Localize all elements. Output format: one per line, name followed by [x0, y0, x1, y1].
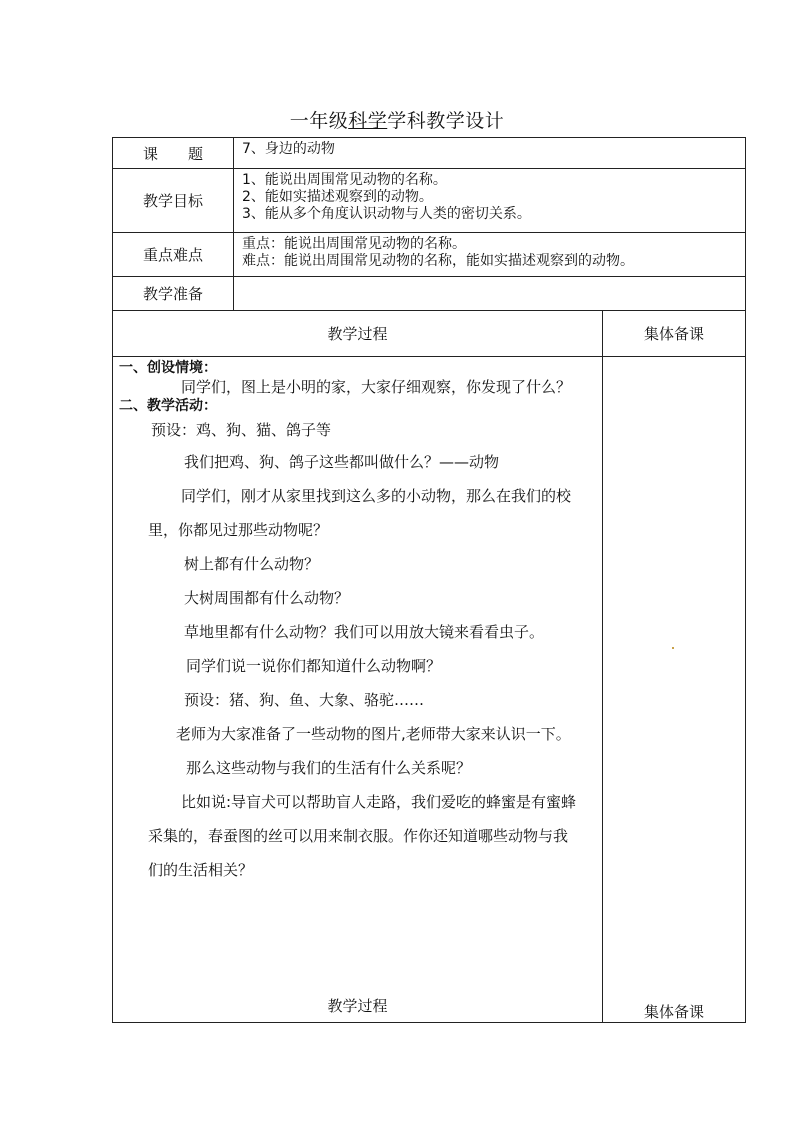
- stray-mark: [672, 647, 674, 649]
- title-subject: 科学: [348, 110, 388, 132]
- group-prep-header: 集体备课: [603, 311, 746, 357]
- goal-item: 2、能如实描述观察到的动物。: [242, 189, 433, 205]
- document-title: [0, 106, 794, 133]
- paragraph: 采集的，春蚕图的丝可以用来制衣服。作你还知道哪些动物与我: [148, 827, 569, 845]
- title-grade: 一年级: [289, 110, 349, 132]
- prep-row: [113, 277, 746, 311]
- topic-row: [113, 138, 746, 169]
- group-prep-footer: 集体备课: [644, 1003, 705, 1021]
- paragraph: 树上都有什么动物？: [184, 555, 320, 573]
- goal-item: 3、能从多个角度认识动物与人类的密切关系。: [242, 206, 531, 222]
- title-suffix: 学科教学设计: [387, 110, 505, 132]
- paragraph: 里，你都见过那些动物呢？: [148, 521, 329, 539]
- paragraph: 同学们说一说你们都知道什么动物啊？: [186, 657, 442, 675]
- process-content: [113, 357, 603, 1023]
- paragraph: 草地里都有什么动物？我们可以用放大镜来看看虫子。: [184, 623, 545, 641]
- process-footer: 教学过程: [327, 997, 388, 1015]
- process-body-row: [113, 357, 746, 1023]
- paragraph: 比如说:导盲犬可以帮助盲人走路，我们爱吃的蜂蜜是有蜜蜂: [181, 793, 577, 811]
- goals-label: 教学目标: [113, 169, 234, 233]
- key-points-label: 重点难点: [113, 233, 234, 277]
- process-header: 教学过程: [113, 311, 603, 357]
- goals-row: [113, 169, 746, 233]
- topic-label: 课 题: [113, 138, 234, 169]
- paragraph: 同学们，图上是小明的家，大家仔细观察，你发现了什么？: [181, 378, 572, 396]
- key-point-item: 难点：能说出周围常见动物的名称，能如实描述观察到的动物。: [242, 253, 634, 269]
- paragraph: 同学们，刚才从家里找到这么多的小动物，那么在我们的校: [181, 487, 572, 505]
- goals-list: [234, 169, 746, 233]
- lesson-plan-table: [112, 137, 746, 1023]
- section-heading: 一、创设情境：: [119, 360, 217, 376]
- paragraph: 预设：鸡、狗、猫、鸽子等: [151, 421, 332, 439]
- prep-label: 教学准备: [113, 277, 234, 311]
- key-point-item: 重点：能说出周围常见动物的名称。: [242, 236, 466, 252]
- group-prep-content: [603, 357, 746, 1023]
- section-heading: 二、教学活动：: [119, 398, 217, 414]
- process-header-row: [113, 311, 746, 357]
- paragraph: 们的生活相关？: [148, 861, 254, 879]
- paragraph: 那么这些动物与我们的生活有什么关系呢？: [186, 759, 472, 777]
- key-points-list: [234, 233, 746, 277]
- paragraph: 预设：猪、狗、鱼、大象、骆驼……: [184, 691, 425, 709]
- prep-value: [234, 277, 746, 311]
- paragraph: 大树周围都有什么动物？: [184, 589, 350, 607]
- key-points-row: [113, 233, 746, 277]
- goal-item: 1、能说出周围常见动物的名称。: [242, 172, 447, 188]
- paragraph: 老师为大家准备了一些动物的图片,老师带大家来认识一下。: [176, 725, 571, 743]
- topic-value: 7、身边的动物: [234, 138, 746, 169]
- paragraph: 我们把鸡、狗、鸽子这些都叫做什么？——动物: [184, 453, 500, 471]
